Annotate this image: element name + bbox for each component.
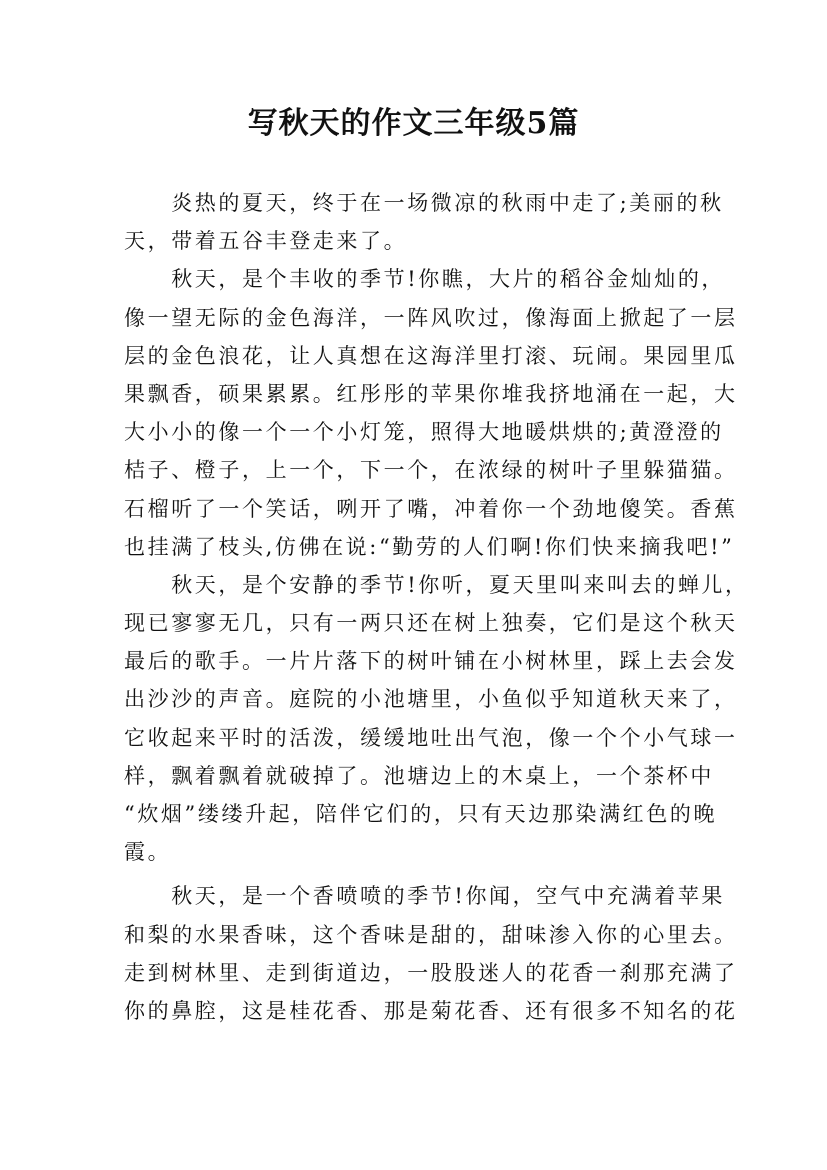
text-line: 秋天，是个安静的季节!你听，夏天里叫来叫去的蝉儿， [124, 572, 749, 597]
text-line: 出沙沙的声音。庭院的小池塘里，小鱼似乎知道秋天来了， [124, 687, 738, 712]
text-line: 最后的歌手。一片片落下的树叶铺在小树林里，踩上去会发 [124, 649, 738, 674]
text-line: 像一望无际的金色海洋，一阵风吹过，像海面上掀起了一层 [124, 305, 738, 330]
text-line: 石榴听了一个笑话，咧开了嘴，冲着你一个劲地傻笑。香蕉 [124, 496, 738, 521]
text-line: 样，飘着飘着就破掉了。池塘边上的木桌上，一个茶杯中 [124, 763, 714, 788]
text-line: 和梨的水果香味，这个香味是甜的，甜味渗入你的心里去。 [124, 922, 738, 947]
text-line: 秋天，是一个香喷喷的季节!你闻，空气中充满着苹果 [124, 884, 726, 909]
text-line: 霞。 [124, 840, 172, 865]
text-line: 秋天，是个丰收的季节!你瞧，大片的稻谷金灿灿的， [124, 267, 726, 292]
text-line: 果飘香，硕果累累。红彤彤的苹果你堆我挤地涌在一起，大 [124, 381, 738, 406]
text-line: 走到树林里、走到街道边，一股股迷人的花香一刹那充满了 [124, 960, 738, 985]
text-line: 天，带着五谷丰登走来了。 [124, 229, 408, 254]
document-body [124, 184, 749, 1030]
text-line: 也挂满了枝头,仿佛在说:“勤劳的人们啊!你们快来摘我吧!” [124, 534, 735, 559]
text-line: 你的鼻腔，这是桂花香、那是菊花香、还有很多不知名的花 [124, 998, 738, 1023]
text-line: 桔子、橙子，上一个，下一个，在浓绿的树叶子里躲猫猫。 [124, 458, 738, 483]
text-line: “炊烟”缕缕升起，陪伴它们的，只有天边那染满红色的晚 [124, 802, 718, 826]
text-line: 大小小的像一个一个小灯笼，照得大地暖烘烘的;黄澄澄的 [124, 420, 724, 445]
text-line: 现已寥寥无几，只有一两只还在树上独奏，它们是这个秋天 [124, 611, 738, 636]
text-line: 它收起来平时的活泼，缓缓地吐出气泡，像一个个小气球一 [124, 725, 738, 750]
text-line: 层的金色浪花，让人真想在这海洋里打滚、玩闹。果园里瓜 [124, 343, 738, 368]
document-title: 写秋天的作文三年级5篇 [247, 106, 580, 141]
text-line: 炎热的夏天，终于在一场微凉的秋雨中走了;美丽的秋 [124, 191, 724, 215]
